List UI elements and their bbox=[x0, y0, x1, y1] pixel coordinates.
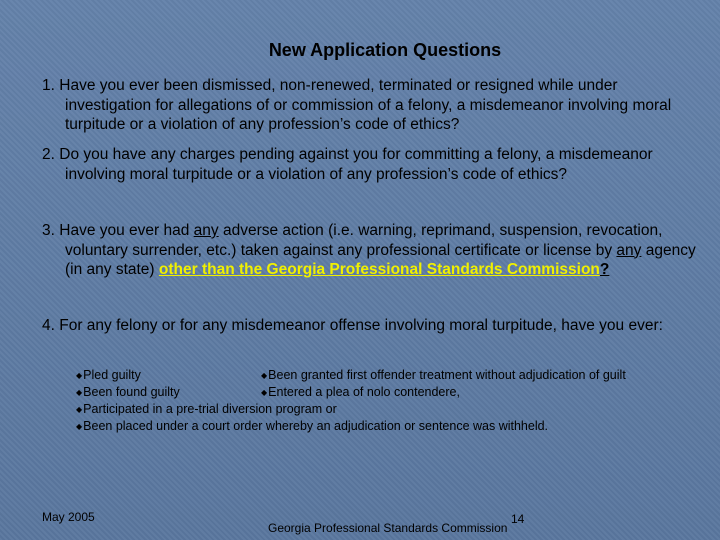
bullet-item bbox=[261, 384, 460, 401]
bullet-text: Entered a plea of nolo contendere, bbox=[268, 385, 460, 399]
question-text: For any felony or for any misdemeanor offense involving moral turpitude, have you ever: bbox=[59, 317, 663, 334]
bullet-text: Been granted first offender treatment without adjudication of guilt bbox=[268, 368, 626, 382]
question-4 bbox=[42, 316, 703, 336]
question-number: 2. bbox=[42, 146, 55, 163]
highlighted-commission-text: other than the Georgia Professional Standards Commission bbox=[158, 261, 600, 278]
bullet-item bbox=[261, 367, 626, 384]
diamond-bullet-icon: ◆ bbox=[76, 371, 83, 380]
question-2 bbox=[42, 145, 703, 184]
question-number: 4. bbox=[42, 317, 55, 334]
bullet-item bbox=[76, 367, 141, 384]
bullet-text: Been found guilty bbox=[83, 385, 180, 399]
diamond-bullet-icon: ◆ bbox=[261, 388, 268, 397]
footer-date: May 2005 bbox=[42, 510, 95, 524]
question-1 bbox=[42, 76, 703, 135]
bullet-text: Been placed under a court order whereby an adjudication or sentence was withheld. bbox=[83, 419, 549, 433]
bullet-row bbox=[76, 367, 686, 384]
question-mark: ? bbox=[599, 261, 610, 278]
footer-organization: Georgia Professional Standards Commission bbox=[268, 521, 508, 535]
question-text-part: agency (in any state) bbox=[65, 241, 696, 278]
question-number: 1. bbox=[42, 77, 55, 94]
diamond-bullet-icon: ◆ bbox=[261, 371, 268, 380]
question-text-part: adverse action (i.e. warning, reprimand, suspension, revocation, voluntary surrender, etc.) taken against any professional certificate or license by bbox=[65, 222, 663, 259]
bullet-item bbox=[76, 418, 548, 435]
question-3 bbox=[42, 221, 703, 280]
bullet-row bbox=[76, 401, 686, 418]
bullet-list bbox=[76, 367, 686, 435]
diamond-bullet-icon: ◆ bbox=[76, 388, 83, 397]
bullet-row bbox=[76, 418, 686, 435]
bullet-text: Participated in a pre-trial diversion program or bbox=[83, 402, 337, 416]
question-number: 3. bbox=[42, 222, 55, 239]
question-text: Have you ever been dismissed, non-renewed, terminated or resigned while under investigation for allegations of or commission of a felony, a misdemeanor involving moral turpitude or a violation of any profession’s code of ethics? bbox=[59, 77, 672, 133]
bullet-item bbox=[76, 401, 337, 418]
bullet-row bbox=[76, 384, 686, 401]
emphasis-any: any bbox=[616, 241, 642, 259]
question-text: Do you have any charges pending against you for committing a felony, a misdemeanor involving moral turpitude or a violation of any profession’s code of ethics? bbox=[59, 146, 653, 183]
diamond-bullet-icon: ◆ bbox=[76, 405, 83, 414]
bullet-text: Pled guilty bbox=[83, 368, 141, 382]
question-text-part: Have you ever had bbox=[59, 222, 194, 239]
emphasis-any: any bbox=[193, 222, 219, 239]
bullet-item bbox=[76, 384, 180, 401]
page-number: 14 bbox=[511, 512, 525, 526]
slide-title: New Application Questions bbox=[268, 40, 502, 60]
diamond-bullet-icon: ◆ bbox=[76, 422, 83, 431]
